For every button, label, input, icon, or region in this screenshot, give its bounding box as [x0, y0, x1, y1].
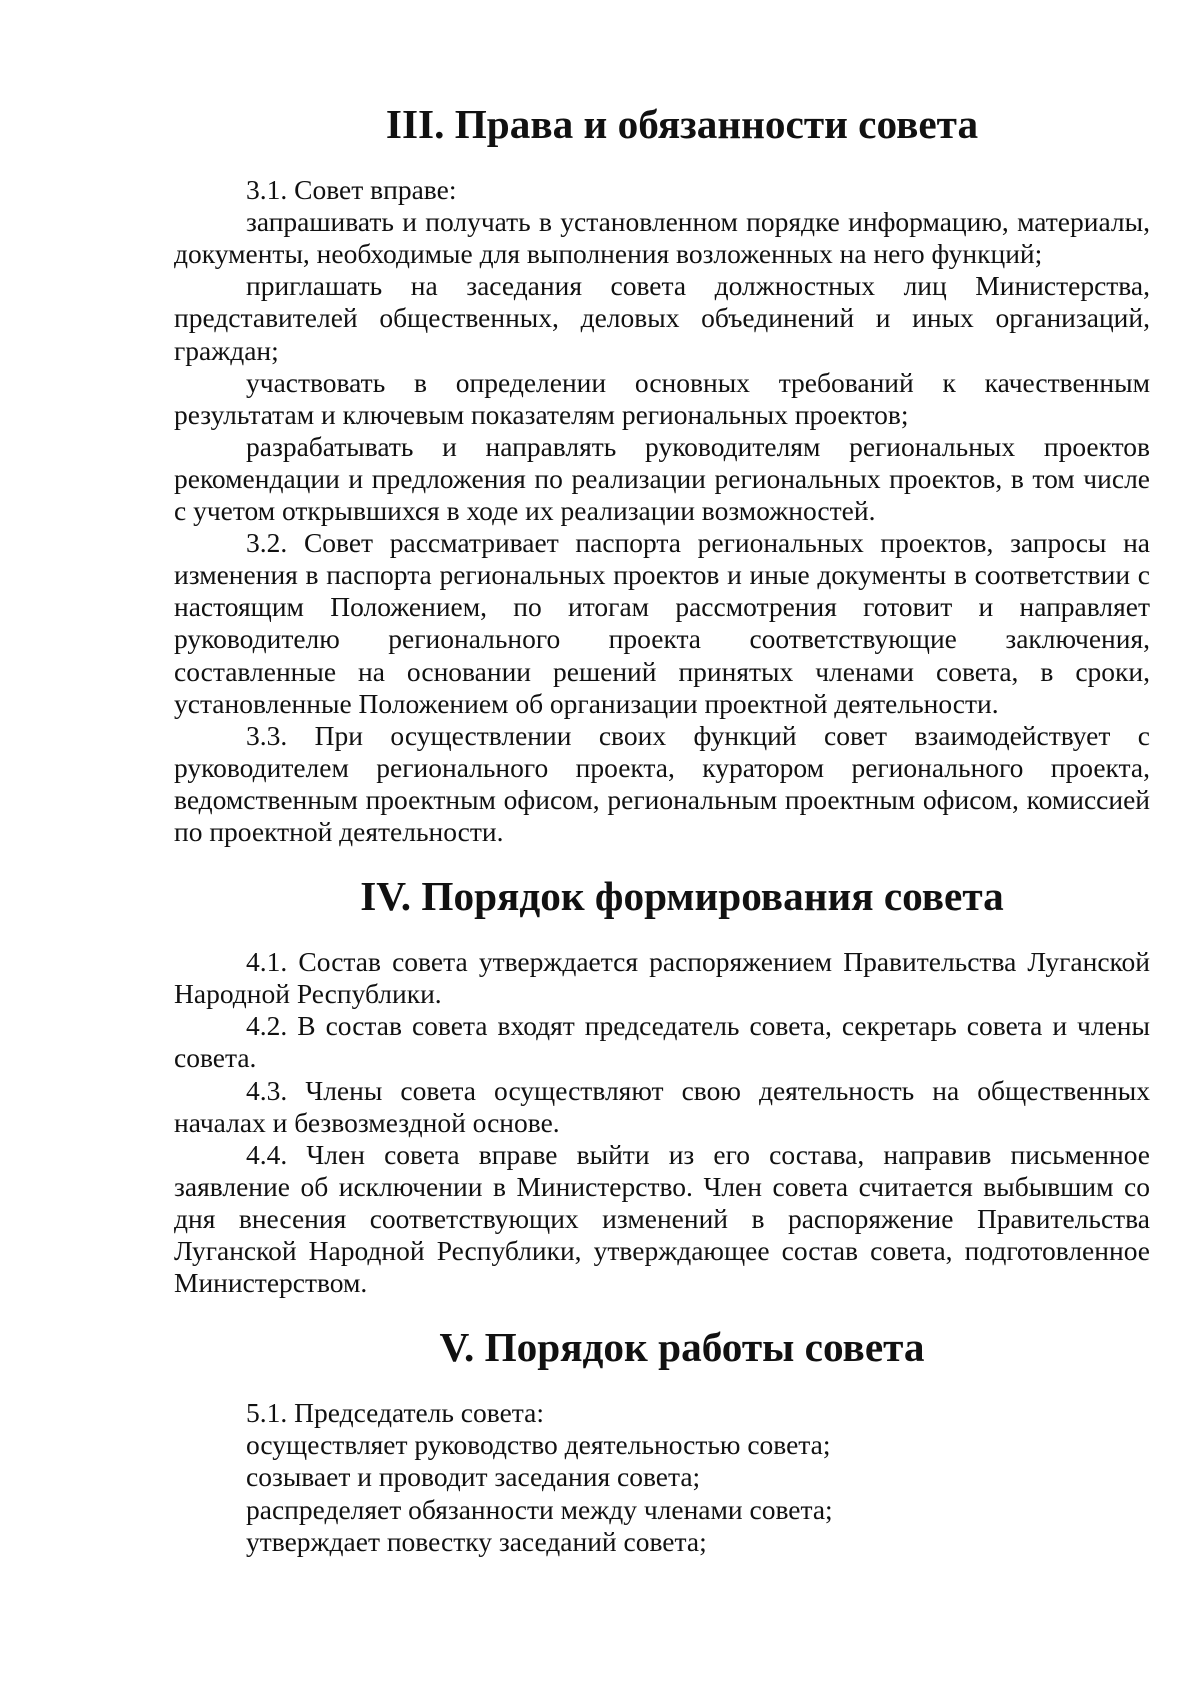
paragraph-3-2: 3.2. Совет рассматривает паспорта региональных проектов, запросы на изменения в паспорта региональных проектов и иные документы в соответствии с настоящим Положением, по итогам рассмотрения готовит и направляет руководителю регионального проекта соответствующие заключения, составленные на основании решений принятых членами совета, в сроки, установленные Положением об организации проектной деятельности. — [174, 527, 1150, 719]
paragraph-5-1-d: утверждает повестку заседаний совета; — [246, 1525, 707, 1557]
document-page — [174, 101, 1150, 1558]
paragraph-4-1: 4.1. Состав совета утверждается распоряжением Правительства Луганской Народной Республики. — [174, 946, 1150, 1010]
paragraph-5-1-c: распределяет обязанности между членами совета; — [246, 1493, 833, 1525]
section-5-heading: V. Порядок работы совета — [439, 1324, 925, 1371]
paragraph-3-1-c: участвовать в определении основных требований к качественным результатам и ключевым показателям региональных проектов; — [174, 366, 1150, 430]
paragraph-3-1-a: запрашивать и получать в установленном порядке информацию, материалы, документы, необходимые для выполнения возложенных на него функций; — [174, 206, 1150, 270]
paragraph-5-1-b: созывает и проводит заседания совета; — [246, 1461, 701, 1493]
section-5-body — [174, 1397, 1150, 1557]
paragraph-5-1: 5.1. Председатель совета: — [246, 1397, 544, 1429]
paragraph-3-1: 3.1. Совет вправе: — [246, 174, 457, 206]
paragraph-3-1-d: разрабатывать и направлять руководителям региональных проектов рекомендации и предложения по реализации региональных проектов, в том числе с учетом открывшихся в ходе их реализации возможностей. — [174, 430, 1150, 527]
paragraph-5-1-a: осуществляет руководство деятельностью совета; — [246, 1429, 831, 1461]
section-4-body — [174, 946, 1150, 1299]
paragraph-3-1-b: приглашать на заседания совета должностных лиц Министерства, представителей общественных, деловых объединений и иных организаций, граждан; — [174, 270, 1150, 366]
section-4-heading: IV. Порядок формирования совета — [360, 873, 1004, 920]
paragraph-4-4: 4.4. Член совета вправе выйти из его состава, направив письменное заявление об исключении в Министерство. Член совета считается выбывшим со дня внесения соответствующих изменений в распоряжение Правительства Луганской Народной Республики, утверждающее состав совета, подготовленное Министерством. — [174, 1138, 1150, 1299]
paragraph-4-3: 4.3. Члены совета осуществляют свою деятельность на общественных началах и безвозмездной основе. — [174, 1074, 1150, 1138]
paragraph-4-2: 4.2. В состав совета входят председатель совета, секретарь совета и члены совета. — [174, 1010, 1150, 1074]
section-3-heading: III. Права и обязанности совета — [385, 101, 979, 147]
paragraph-3-3: 3.3. При осуществлении своих функций совет взаимодействует с руководителем регионального проекта, куратором регионального проекта, ведомственным проектным офисом, региональным проектным офисом, комиссией по проектной деятельности. — [174, 719, 1150, 847]
section-3-body — [174, 174, 1150, 848]
